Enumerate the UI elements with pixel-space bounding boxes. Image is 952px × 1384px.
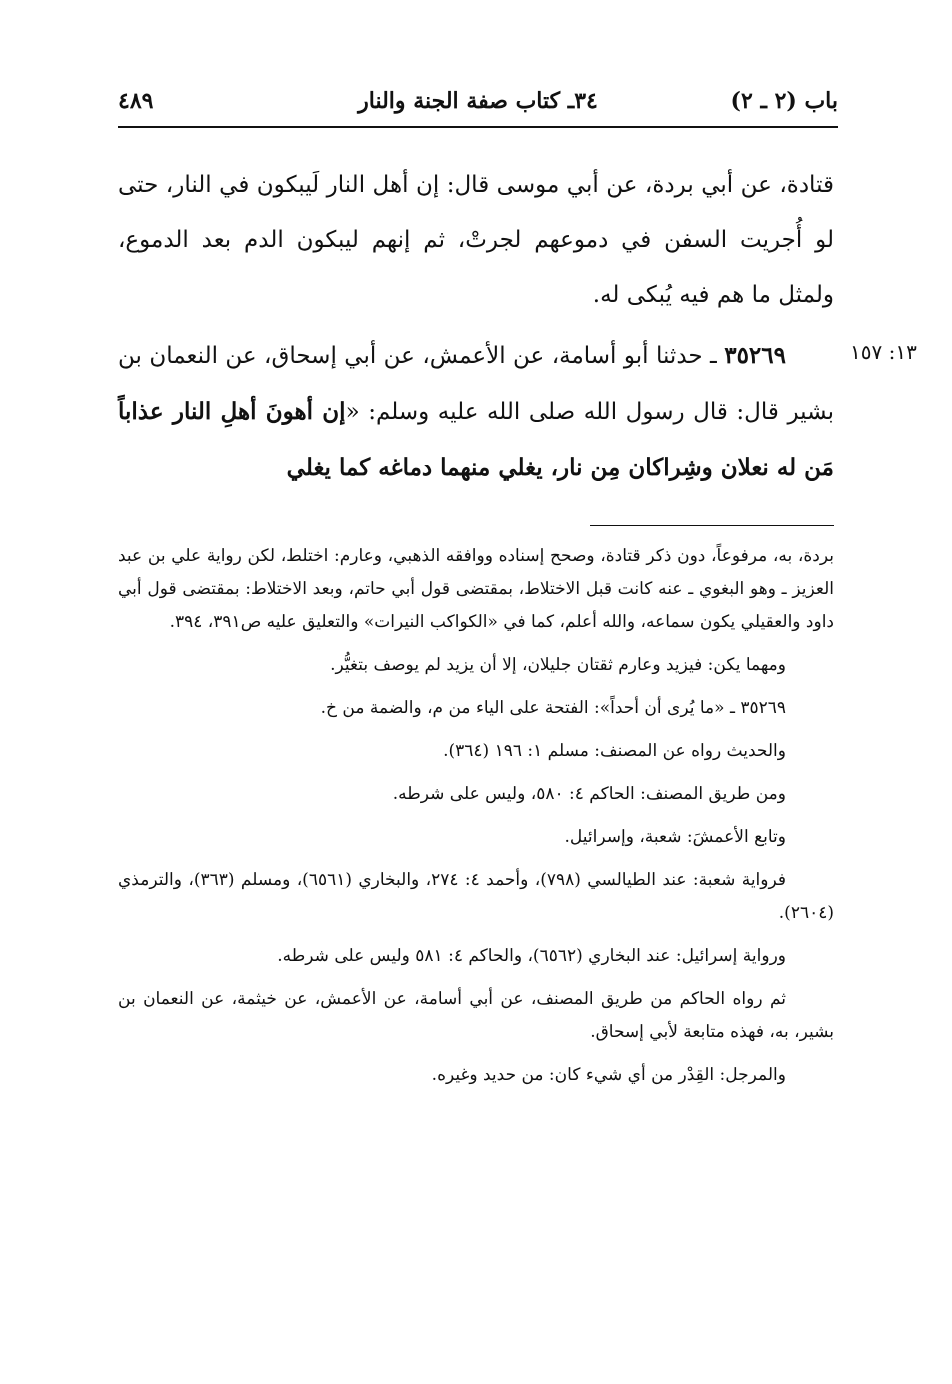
footnote-line: ومن طريق المصنف: الحاكم ٤: ٥٨٠، وليس على شرطه. xyxy=(392,784,786,804)
footnote-line: والحديث رواه عن المصنف: مسلم ١: ١٩٦ (٣٦٤). xyxy=(443,741,786,761)
hadith-paragraph xyxy=(118,328,834,496)
chapter-title: باب (٢ ـ ٢) xyxy=(730,88,838,114)
book-title: ٣٤ـ كتاب صفة الجنة والنار xyxy=(358,88,598,114)
footnote-line: ومهما يكن: فيزيد وعارم ثقتان جليلان، إلا أن يزيد لم يوصف بتغيُّر. xyxy=(330,655,786,675)
hadith-isnad: ـ حدثنا أبو أسامة، عن الأعمش، عن أبي إسحاق، عن النعمان بن بشير قال: قال رسول الله صلى الله عليه وسلم: « xyxy=(118,343,835,425)
page-number: ٤٨٩ xyxy=(118,88,154,114)
footnote-line: والمرجل: القِدْر من أي شيء كان: من حديد وغيره. xyxy=(431,1065,786,1085)
footnote-line: فرواية شعبة: عند الطيالسي (٧٩٨)، وأحمد ٤: ٢٧٤، والبخاري (٦٥٦١)، ومسلم (٣٦٣)، والترمذي (٢٦٠٤). xyxy=(118,870,834,923)
footnote-hadith-note: ٣٥٢٦٩ ـ «ما يُرى أن أحداً»: الفتحة على الياء من م، والضمة من خ. xyxy=(320,698,786,718)
running-header xyxy=(118,88,838,124)
margin-reference: ١٣: ١٥٧ xyxy=(850,340,917,364)
footnote-line: ثم رواه الحاكم من طريق المصنف، عن أبي أسامة، عن الأعمش، عن خيثمة، عن النعمان بن بشير، به، فهذه متابعة لأبي إسحاق. xyxy=(118,989,834,1042)
hadith-matn: إن أهونَ أهلِ النار عذاباً مَن له نعلان وشِراكان مِن نار، يغلي منهما دماغه كما يغلي xyxy=(118,398,834,481)
footnote-line: ورواية إسرائيل: عند البخاري (٦٥٦٢)، والحاكم ٤: ٥٨١ وليس على شرطه. xyxy=(277,946,786,966)
footnote-line: وتابع الأعمشَ: شعبة، وإسرائيل. xyxy=(564,827,786,847)
footnote-separator xyxy=(590,525,834,526)
header-rule xyxy=(118,126,838,128)
main-paragraph-continued: قتادة، عن أبي بردة، عن أبي موسى قال: إن أهل النار لَيبكون في النار، حتى لو أُجريت السفن في دموعهم لجرتْ، ثم إنهم ليبكون الدم بعد الدموع، ولمثل ما هم فيه يُبكى له. xyxy=(118,172,834,308)
hadith-number: ٣٥٢٦٩ xyxy=(724,342,786,369)
footnote-continued: بردة، به، مرفوعاً، دون ذكر قتادة، وصحح إسناده ووافقه الذهبي، وعارم: اختلط، لكن رواية علي بن عبد العزيز ـ وهو البغوي ـ عنه كانت قبل الاختلاط، بمقتضى قول أبي حاتم، وبعد الاختلاط: بمقتضى قول أبي داود والعقيلي يكون سماعه، والله أعلم، كما في «الكواكب النيرات» والتعليق عليه ص٣٩١، ٣٩٤. xyxy=(118,546,834,632)
footnotes xyxy=(118,540,834,1092)
